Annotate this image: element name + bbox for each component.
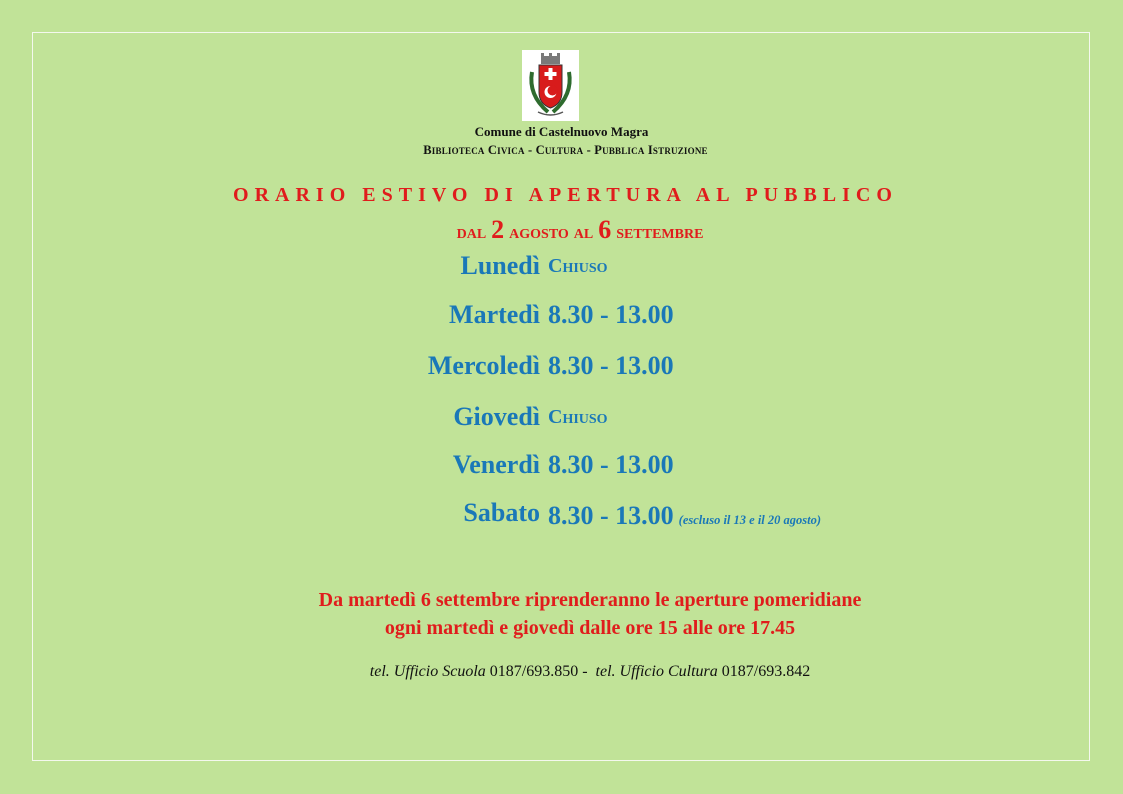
end-day: 6 (598, 215, 612, 244)
municipality-name: Comune di Castelnuovo Magra (474, 124, 649, 139)
contact-phone-school: 0187/693.850 - (489, 663, 588, 680)
hours-value (548, 501, 821, 531)
schedule-row (0, 450, 1123, 484)
resume-notice-line1: Da martedì 6 settembre riprenderanno le aperture pomeridiane (318, 589, 862, 611)
schedule-row (0, 300, 1123, 334)
schedule-row (0, 351, 1123, 385)
page-title: ORARIO ESTIVO DI APERTURA AL PUBBLICO (233, 184, 898, 206)
date-range (0, 215, 1123, 245)
start-day: 2 (491, 215, 505, 244)
schedule-row (0, 402, 1123, 436)
date-middle: agosto al (509, 221, 594, 243)
contact-label-culture: tel. Ufficio Cultura (595, 663, 718, 680)
resume-notice-line2: ogni martedì e giovedì dalle ore 15 alle ore 17.45 (384, 617, 796, 639)
schedule-row (0, 251, 1123, 285)
hours-text: 8.30 - 13.00 (548, 501, 674, 530)
page-frame (32, 32, 1090, 761)
schedule-row (0, 498, 1123, 532)
contact-phone-culture: 0187/693.842 (721, 663, 811, 680)
day-label: Venerdì (452, 450, 540, 479)
contact-label-school: tel. Ufficio Scuola (369, 663, 486, 680)
hours-value: 8.30 - 13.00 (548, 300, 674, 329)
date-suffix: settembre (616, 221, 704, 243)
office-name: Biblioteca Civica - Cultura - Pubblica Istruzione (423, 143, 708, 157)
hours-value: Chiuso (548, 255, 608, 277)
day-label: Giovedì (453, 402, 540, 431)
coat-of-arms-icon (522, 50, 579, 121)
hours-note: (escluso il 13 e il 20 agosto) (678, 513, 822, 527)
hours-value: 8.30 - 13.00 (548, 450, 674, 479)
contact-line (0, 663, 1123, 681)
day-label: Martedì (449, 300, 540, 329)
hours-value: 8.30 - 13.00 (548, 351, 674, 380)
day-label: Lunedì (460, 251, 540, 280)
day-label: Mercoledì (427, 351, 540, 380)
date-prefix: dal (456, 221, 487, 243)
hours-value: Chiuso (548, 406, 608, 428)
day-label: Sabato (463, 498, 540, 527)
